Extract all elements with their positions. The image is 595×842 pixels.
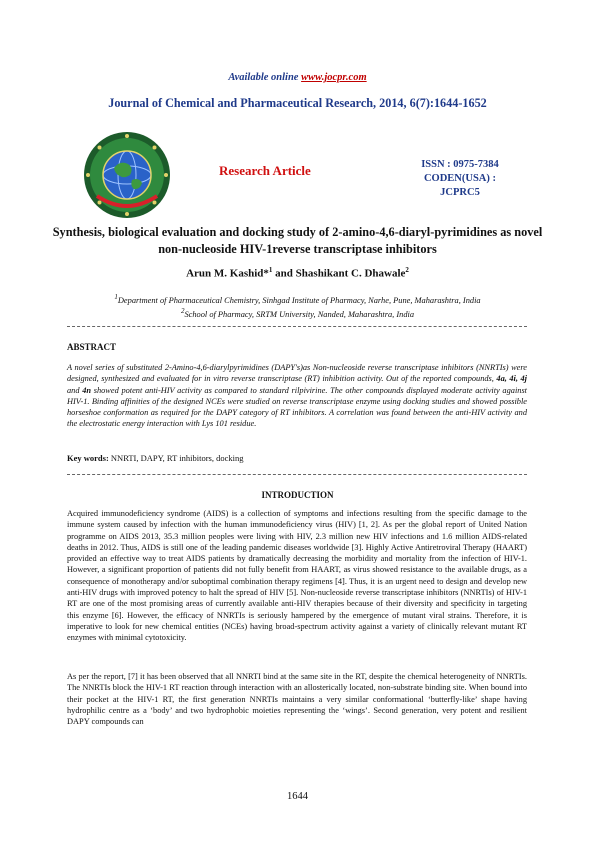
article-type-label: Research Article bbox=[219, 163, 311, 178]
intro-paragraph-2: As per the report, [7] it has been observed that all NNRTI bind at the same site in the RT, despite the chemical heterogeneity of NNRTIs. The NNRTIs block the HIV-1 RT reaction through interaction with an allosterically located, non-substrate binding site. When bound into their pocket at the HIV-1 RT, the first generation NNRTIs maintains a very similar conformational ‘butterfly-like’ shape having hydrophilic centre as a ‘body’ and two hydrophobic moieties representing the ‘wings’. Second generation, very potent and resilient DAPY compounds can bbox=[67, 672, 527, 727]
author-2: Shashikant C. Dhawale bbox=[295, 267, 406, 280]
issn: ISSN : 0975-7384 bbox=[421, 159, 499, 170]
globe-seal-icon bbox=[82, 130, 172, 220]
keywords-value: NNRTI, DAPY, RT inhibitors, docking bbox=[108, 453, 244, 463]
divider-top bbox=[67, 326, 527, 327]
author-1-affiliation: 1 bbox=[268, 266, 273, 274]
issn-block bbox=[410, 158, 510, 200]
author-1: Arun M. Kashid* bbox=[186, 267, 269, 280]
affiliation-2: $^2$School of Pharmacy, SRTM University, Nanded, Maharashtra, India bbox=[180, 307, 415, 320]
abstract-heading: ABSTRACT bbox=[67, 342, 117, 352]
page-number: 1644 bbox=[287, 791, 308, 802]
journal-citation: Journal of Chemical and Pharmaceutical Research, 2014, 6(7):1644-1652 bbox=[108, 96, 487, 110]
paper-title: Synthesis, biological evaluation and docking study of 2-amino-4,6-diaryl-pyrimidines as novel non-nucleoside HIV-1reverse transcriptase inhibitors bbox=[52, 225, 543, 256]
author-2-affiliation: 2 bbox=[405, 266, 409, 274]
available-online: Available online www.jocpr.com bbox=[228, 72, 367, 83]
journal-website-link[interactable]: www.jocpr.com bbox=[301, 72, 367, 83]
keywords-label: Key words: bbox=[67, 453, 109, 463]
introduction-heading: INTRODUCTION bbox=[261, 490, 334, 500]
affiliation-1: $^1$Department of Pharmaceutical Chemistry, Sinhgad Institute of Pharmacy, Narhe, Pune, Maharashtra, India bbox=[114, 293, 481, 305]
compound-id-last: 4n bbox=[82, 385, 92, 395]
author-joiner: and bbox=[272, 267, 296, 280]
intro-paragraph-1: Acquired immunodeficiency syndrome (AIDS) is a collection of symptoms and infections resulting from the specific damage to the immune system caused by infection with the human immunodeficiency virus (HIV) [1, 2]. As per the global report of United Nation programme on AIDS 2013, 35.3 million peoples were living with HIV, 2.3 million new HIV infections and 1.6 million AIDS-related deaths in 2012. Thus, AIDS is still one of the leading pandemic diseases worldwide [3]. Highly Active Antiretroviral Therapy (HAART) provided an effective way to treat AIDS patients by dramatically decreasing the morbidity and mortality from the infection of HIV-1. However, a significant proportion of patients did not fully benefit from HAART, as virus showed resistance to the available drugs, as a consequence of monotherapy and/or suboptimal combination therapy regimens [4]. Thus, it is an urgent need to design and develop new anti-HIV drugs with improved potency to halt the spread of HIV [5]. Non-nucleoside reverse transcriptase inhibitors (NNRTIs) of HIV-1 RT are one of the most promising areas of currently available anti-HIV therapies because of their diversity and specificity in targeting this enzyme [6]. However, the efficacy of NNRTIs is seriously hampered by the emergence of mutant viral strains. Therefore, it is imperative to look for new chemical entities (NCEs) having broad-spectrum activity against a variety of clinically relevant mutant RT enzymes with minimal cytotoxicity. bbox=[67, 509, 527, 643]
author-line bbox=[0, 266, 595, 280]
divider-bottom bbox=[67, 474, 527, 475]
compound-ids: 4a, 4i, 4j bbox=[496, 374, 527, 384]
coden: CODEN(USA) : JCPRC5 bbox=[423, 173, 497, 198]
abstract-text: A novel series of substituted 2-Amino-4,6-diarylpyrimidines (DAPY's)as Non-nucleoside reverse transcriptase inhibitors (NNRTIs) were designed, synthesized and evaluated for in vitro reverse transcriptase (RT) inhibition activity. Out of the reported compounds, 4a, 4i, 4j and 4n showed potent anti-HIV activity as compared to standard rilpivirine. The other compounds displayed moderate activity against HIV-1. Binding affinities of the designed NCEs were studied on reverse transcriptase enzyme using docking studies and showed possible horseshoe conformation as required for the DAPY category of RT inhibitors. A correlation was found between the anti-HIV activity and the electrostatic energy interaction with Lys 101 residue. bbox=[67, 363, 528, 429]
keywords bbox=[67, 453, 527, 463]
affiliations bbox=[0, 292, 595, 321]
